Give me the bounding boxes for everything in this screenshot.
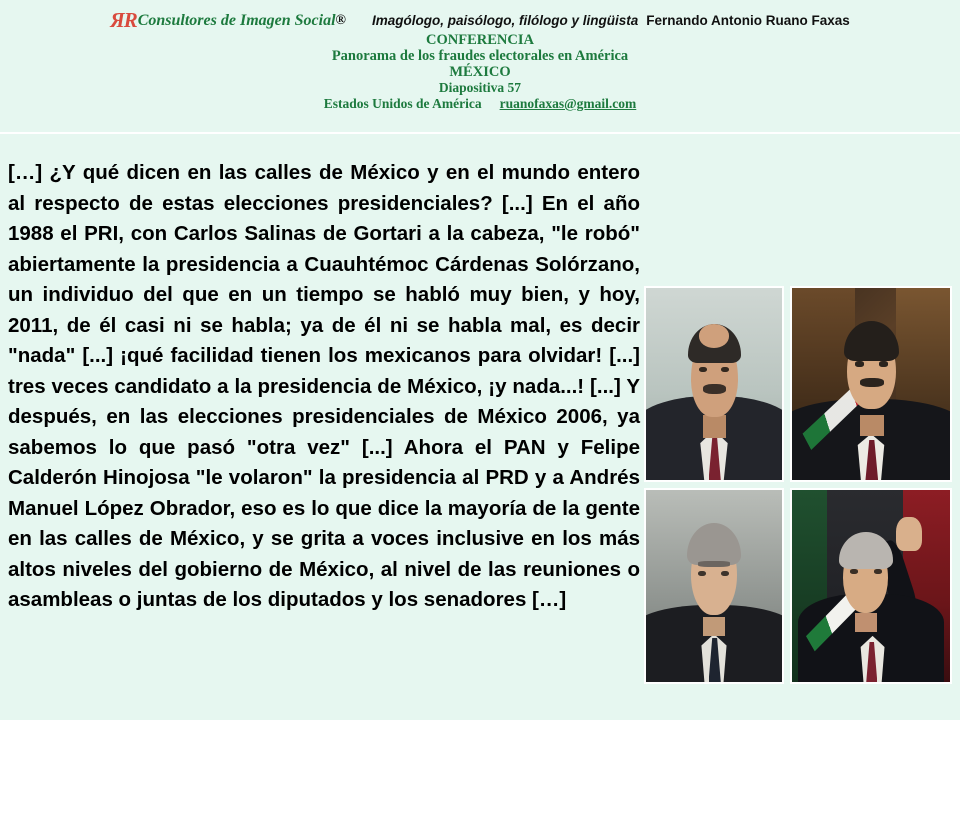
photo-calderon xyxy=(790,286,952,482)
photo-cardenas xyxy=(644,488,784,684)
company-name: Consultores de Imagen Social xyxy=(137,11,336,29)
brand-row xyxy=(0,8,960,33)
portrait-cardenas-illustration xyxy=(646,490,782,682)
country-label: MÉXICO xyxy=(449,64,511,80)
registered-trademark-icon: ® xyxy=(335,12,346,28)
conference-title: Panorama de los fraudes electorales en América xyxy=(331,48,629,64)
slide-body xyxy=(0,134,960,720)
photo-salinas xyxy=(644,286,784,482)
portrait-salinas-illustration xyxy=(646,288,782,480)
contact-email-link[interactable]: ruanofaxas@gmail.com xyxy=(499,96,637,111)
slide-number: Diapositiva 57 xyxy=(438,80,522,95)
company-logo-icon: ЯR xyxy=(110,8,137,32)
photo-grid xyxy=(644,286,952,834)
body-paragraph: […] ¿Y qué dicen en las calles de México y en el mundo entero al respecto de estas elecciones presidenciales? [...] En el año 1988 el PRI, con Carlos Salinas de Gortari a la cabeza, "le robó" abiertamente la presidencia a Cuauhtémoc Cárdenas Solórzano, un individuo del que en un tiempo se habló muy bien, y hoy, 2011, de él casi ni se habla; ya de él ni se habla mal, es decir "nada" [...] ¡qué facilidad tienen los mexicanos para olvidar! [...] tres veces candidato a la presidencia de México, ¡y nada...! [...] Y después, en las elecciones presidenciales de México 2006, ya sabemos lo que pasó "otra vez" [...] Ahora el PAN y Felipe Calderón Hinojosa "le volaron" la presidencia al PRD y a Andrés Manuel López Obrador, eso es lo que dice la mayoría de la gente en las calles de México, y se grita a voces inclusive en los más altos niveles del gobierno de México, al nivel de las reuniones o asambleas o juntas de los diputados y los senadores […] xyxy=(8,161,640,611)
portrait-calderon-illustration xyxy=(792,288,950,480)
portrait-lopez-obrador-illustration xyxy=(792,490,950,682)
header-lines xyxy=(0,32,960,112)
author-roles: Imagólogo, paisólogo, filólogo y lingüista xyxy=(372,13,639,28)
location-label: Estados Unidos de América xyxy=(323,96,482,111)
author-name: Fernando Antonio Ruano Faxas xyxy=(646,13,850,28)
conference-label: CONFERENCIA xyxy=(426,32,534,48)
slide-header xyxy=(0,0,960,134)
photo-lopez-obrador xyxy=(790,488,952,684)
location-and-email xyxy=(0,96,960,112)
